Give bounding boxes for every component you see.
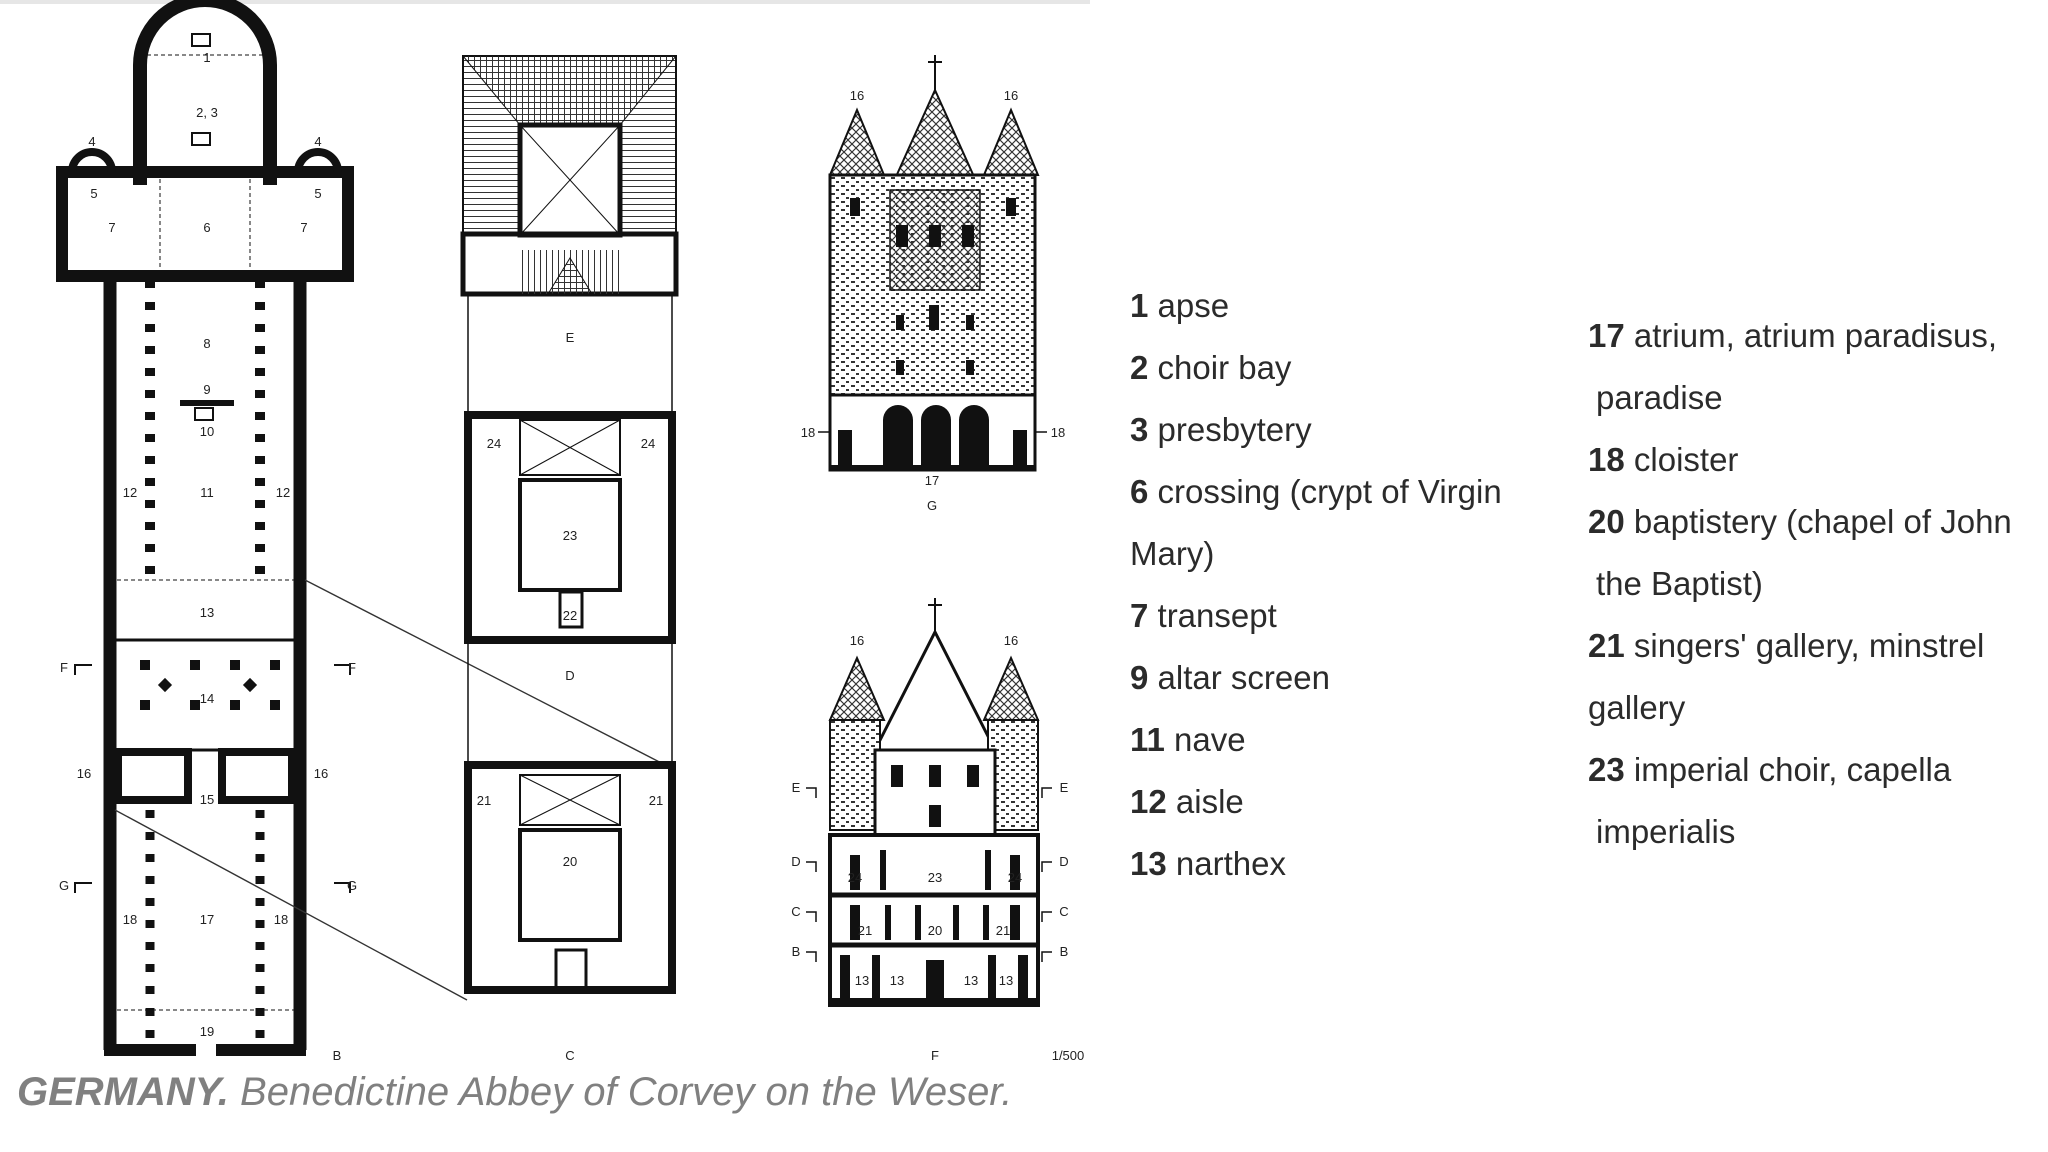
legend-text: narthex <box>1166 845 1286 882</box>
legend-item <box>1588 491 2028 553</box>
plan-label: 21 <box>476 793 492 808</box>
legend-text: choir bay <box>1148 349 1292 386</box>
legend-text-continued: the Baptist) <box>1596 565 1763 602</box>
legend-item <box>1588 305 2028 367</box>
plan-label: 10 <box>199 424 215 439</box>
legend-text-continued: gallery <box>1588 689 1686 726</box>
plan-label: 5 <box>90 186 98 201</box>
plan-label: 6 <box>203 220 211 235</box>
legend-item <box>1130 833 1530 895</box>
section-letter: D <box>565 668 575 683</box>
plan-label: 17 <box>199 912 215 927</box>
plan-label: 12 <box>122 485 138 500</box>
legend-number: 12 <box>1130 783 1167 820</box>
section-letter: G <box>926 498 938 513</box>
figure-caption <box>17 1070 1012 1115</box>
plan-label: 20 <box>562 854 578 869</box>
legend-number: 21 <box>1588 627 1625 664</box>
legend-text-continued: imperialis <box>1596 813 1736 850</box>
plan-label: 7 <box>108 220 116 235</box>
section-letter: B <box>791 944 801 959</box>
legend-right-column <box>1588 305 2028 863</box>
legend-text: singers' gallery, minstrel <box>1624 627 1985 664</box>
legend-text: atrium, atrium paradisus, <box>1624 317 1998 354</box>
elevation-label: 16 <box>849 88 865 103</box>
elevation-label: 13 <box>998 973 1014 988</box>
legend-number: 18 <box>1588 441 1625 478</box>
elevation-g <box>801 55 1065 513</box>
architectural-drawings <box>0 0 1090 1060</box>
plan-label: 16 <box>313 766 329 781</box>
section-letter: D <box>791 854 801 869</box>
legend-number: 3 <box>1130 411 1149 448</box>
plan-label: 11 <box>200 485 214 500</box>
plan-label: 5 <box>314 186 322 201</box>
legend-number: 23 <box>1588 751 1625 788</box>
section-letter: C <box>791 904 801 919</box>
plan-label: 22 <box>562 608 578 623</box>
legend-text: nave <box>1164 721 1246 758</box>
legend-text: imperial choir, capella <box>1624 751 1952 788</box>
section-letter: D <box>1059 854 1069 869</box>
elevation-label: 13 <box>854 973 870 988</box>
legend-text: aisle <box>1166 783 1244 820</box>
elevation-label: 17 <box>924 473 940 488</box>
caption-country: GERMANY. <box>17 1070 229 1114</box>
plan-label: 16 <box>76 766 92 781</box>
legend-item <box>1130 275 1530 337</box>
legend-number: 2 <box>1130 349 1149 386</box>
section-letter: E <box>1059 780 1069 795</box>
legend-item <box>1130 709 1530 771</box>
section-letter: F <box>348 660 356 675</box>
legend-text: altar screen <box>1148 659 1330 696</box>
legend-item <box>1130 585 1530 647</box>
plan-label: 18 <box>122 912 138 927</box>
legend-text: crossing (crypt of Virgin <box>1148 473 1502 510</box>
section-letter: C <box>1059 904 1069 919</box>
elevation-label: 24 <box>847 870 863 885</box>
elevation-label: 16 <box>1003 633 1019 648</box>
legend-number: 6 <box>1130 473 1149 510</box>
plan-label: 2, 3 <box>196 105 218 120</box>
plan-label: 8 <box>203 336 211 351</box>
section-letter: E <box>791 780 801 795</box>
plan-label: 4 <box>88 134 96 149</box>
legend-number: 1 <box>1130 287 1149 324</box>
legend-text: baptistery (chapel of John <box>1624 503 2012 540</box>
scale-label: 1/500 <box>1051 1048 1085 1060</box>
elevation-f <box>791 598 1084 1060</box>
elevation-label: 24 <box>1007 870 1023 885</box>
legend-item <box>1130 771 1530 833</box>
legend-number: 9 <box>1130 659 1149 696</box>
section-letter: E <box>565 330 575 345</box>
elevation-label: 13 <box>889 973 905 988</box>
section-letter: B <box>332 1048 342 1060</box>
section-letter: F <box>931 1048 939 1060</box>
legend-item <box>1130 337 1530 399</box>
legend-number: 11 <box>1130 721 1165 758</box>
plan-label: 19 <box>199 1024 215 1039</box>
legend-number: 13 <box>1130 845 1167 882</box>
elevation-label: 23 <box>927 870 943 885</box>
elevation-label: 20 <box>927 923 943 938</box>
plan-label: 18 <box>273 912 289 927</box>
section-letter: F <box>60 660 68 675</box>
legend-number: 17 <box>1588 317 1625 354</box>
legend-item <box>1130 461 1530 523</box>
plan-label: 1 <box>203 50 211 65</box>
legend-text: cloister <box>1624 441 1739 478</box>
elevation-label: 16 <box>1003 88 1019 103</box>
plan-label: 4 <box>314 134 322 149</box>
legend-text: apse <box>1148 287 1230 324</box>
plan-label: 24 <box>486 436 502 451</box>
legend-number: 7 <box>1130 597 1149 634</box>
legend-text-continued: Mary) <box>1130 535 1215 572</box>
section-letter: C <box>565 1048 575 1060</box>
legend-text-continued: paradise <box>1596 379 1723 416</box>
plan-label: 14 <box>199 691 215 706</box>
plan-label: 23 <box>562 528 578 543</box>
section-letter: G <box>58 878 70 893</box>
legend-item <box>1588 739 2028 801</box>
plan-label: 13 <box>199 605 215 620</box>
plan-label: 15 <box>199 792 215 807</box>
plan-label: 12 <box>275 485 291 500</box>
elevation-label: 16 <box>849 633 865 648</box>
legend-item <box>1130 399 1530 461</box>
plan-label: 9 <box>203 382 211 397</box>
section-letter: B <box>1059 944 1069 959</box>
legend-text: presbytery <box>1148 411 1312 448</box>
caption-title: Benedictine Abbey of Corvey on the Weser. <box>240 1070 1013 1114</box>
legend-text: transept <box>1148 597 1277 634</box>
ground-plan <box>59 0 357 1060</box>
elevation-label: 21 <box>995 923 1011 938</box>
elevation-label: 18 <box>800 425 816 440</box>
legend-item <box>1588 615 2028 677</box>
elevation-label: 13 <box>963 973 979 988</box>
plan-label: 7 <box>300 220 308 235</box>
elevation-label: 21 <box>857 923 873 938</box>
upper-plan <box>463 56 676 1060</box>
legend-item <box>1130 647 1530 709</box>
legend-number: 20 <box>1588 503 1625 540</box>
legend-item <box>1588 429 2028 491</box>
section-letter: G <box>346 878 358 893</box>
plan-label: 24 <box>640 436 656 451</box>
elevation-label: 18 <box>1050 425 1066 440</box>
legend-left-column <box>1130 275 1530 895</box>
plan-label: 21 <box>648 793 664 808</box>
